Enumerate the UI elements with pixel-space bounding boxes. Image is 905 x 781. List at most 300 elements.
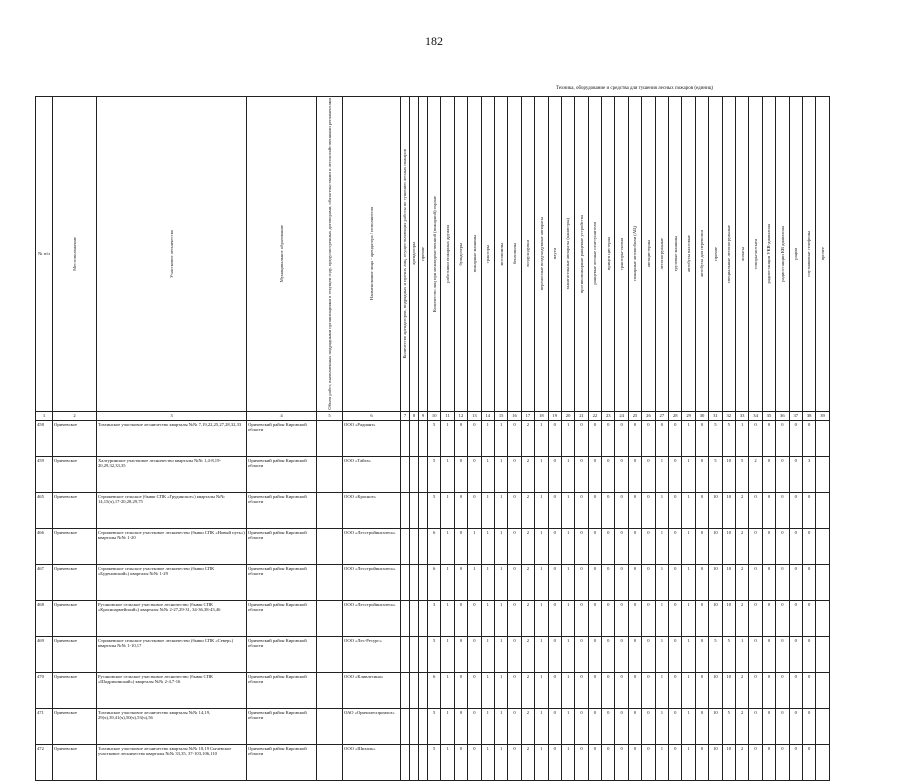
row-value: 0	[588, 636, 601, 672]
row-scope	[317, 528, 343, 564]
header-col-site	[97, 97, 247, 412]
row-value: 0	[575, 492, 588, 528]
row-value: 5	[428, 744, 441, 780]
row-value: 2	[521, 492, 534, 528]
header-col-27	[655, 97, 668, 412]
row-value: 1	[481, 600, 494, 636]
row-value: 1	[682, 744, 695, 780]
row-value: 10	[722, 528, 735, 564]
row-value: 0	[628, 420, 641, 456]
row-locality: Оричевское	[53, 600, 97, 636]
row-value: 10	[722, 672, 735, 708]
row-locality: Оричевское	[53, 456, 97, 492]
row-value: 0	[602, 420, 615, 456]
header-label: лопаты	[739, 246, 745, 261]
row-value: 0	[669, 456, 682, 492]
row-col9	[419, 564, 428, 600]
row-value: 1	[494, 492, 507, 528]
row-empty	[816, 420, 829, 456]
row-value: 0	[602, 564, 615, 600]
row-value: 0	[642, 600, 655, 636]
column-number: 25	[628, 411, 641, 420]
row-value: 1	[561, 564, 574, 600]
column-number: 36	[776, 411, 789, 420]
header-col-14	[481, 97, 494, 412]
row-value: 1	[561, 492, 574, 528]
row-value: 1	[441, 600, 454, 636]
row-municipality: Оричевский район Кировской области	[247, 708, 317, 744]
row-number: 470	[36, 672, 53, 708]
column-number: 12	[454, 411, 467, 420]
row-value: 1	[682, 492, 695, 528]
row-col8	[410, 420, 419, 456]
column-number: 22	[588, 411, 601, 420]
row-value: 0	[762, 672, 775, 708]
row-col8	[410, 672, 419, 708]
header-col-35	[762, 97, 775, 412]
header-label: рации	[793, 247, 799, 260]
row-value: 0	[454, 708, 467, 744]
row-empty	[816, 672, 829, 708]
row-value: 0	[655, 420, 668, 456]
row-value: 1	[535, 528, 548, 564]
column-number: 28	[669, 411, 682, 420]
header-label: работники пожарных дружин	[444, 224, 450, 283]
row-value: 0	[588, 420, 601, 456]
row-value: 0	[762, 420, 775, 456]
row-value: 2	[735, 600, 748, 636]
row-value: 0	[602, 528, 615, 564]
header-col-org	[343, 97, 401, 412]
column-number: 10	[428, 411, 441, 420]
row-value: 0	[669, 636, 682, 672]
header-label: бензопилы	[511, 243, 517, 265]
row-value: 0	[508, 420, 521, 456]
row-value: 0	[615, 420, 628, 456]
row-value: 1	[494, 672, 507, 708]
table-body	[36, 420, 830, 780]
header-col-15	[494, 97, 507, 412]
row-value: 0	[468, 456, 481, 492]
row-value: 3	[802, 456, 815, 492]
row-municipality: Оричевский район Кировской области	[247, 528, 317, 564]
row-value: 0	[468, 636, 481, 672]
row-value: 1	[561, 420, 574, 456]
row-value: 10	[709, 672, 722, 708]
row-value: 0	[468, 744, 481, 780]
row-value: 0	[762, 528, 775, 564]
table-row	[36, 564, 830, 600]
row-col7	[401, 636, 410, 672]
row-value: 0	[588, 456, 601, 492]
row-value: 1	[682, 456, 695, 492]
row-scope	[317, 744, 343, 780]
header-col-8	[410, 97, 419, 412]
row-value: 0	[762, 456, 775, 492]
header-col-17	[521, 97, 534, 412]
row-value: 5	[735, 456, 748, 492]
row-value: 0	[776, 456, 789, 492]
row-value: 1	[468, 564, 481, 600]
header-label: грузовые машины	[672, 236, 678, 272]
row-value: 1	[682, 528, 695, 564]
row-value: 2	[749, 456, 762, 492]
row-value: 1	[494, 456, 507, 492]
header-col-31	[709, 97, 722, 412]
row-value: 1	[441, 636, 454, 672]
row-number: 472	[36, 744, 53, 780]
row-value: 0	[695, 420, 708, 456]
column-number: 34	[749, 411, 762, 420]
row-number: 471	[36, 708, 53, 744]
row-value: 1	[535, 672, 548, 708]
row-value: 0	[749, 708, 762, 744]
row-col8	[410, 744, 419, 780]
row-value: 0	[789, 564, 802, 600]
row-site: Тохтинское участковое лесничество кварталы №№ 14,19, 29(ч),39,41(ч),50(ч),53(ч),56	[97, 708, 247, 744]
row-col9	[419, 600, 428, 636]
row-value: 1	[441, 528, 454, 564]
row-value: 0	[508, 672, 521, 708]
column-number: 26	[642, 411, 655, 420]
row-value: 0	[615, 564, 628, 600]
row-municipality: Оричевский район Кировской области	[247, 744, 317, 780]
row-value: 1	[494, 600, 507, 636]
row-value: 0	[628, 672, 641, 708]
row-value: 1	[535, 456, 548, 492]
header-label: автобусы вахтовые	[685, 235, 691, 273]
row-value: 0	[762, 744, 775, 780]
row-value: 0	[575, 600, 588, 636]
row-value: 0	[749, 420, 762, 456]
row-value: 1	[494, 564, 507, 600]
row-empty	[816, 744, 829, 780]
row-value: 0	[575, 420, 588, 456]
row-value: 0	[642, 744, 655, 780]
row-value: 1	[535, 708, 548, 744]
row-value: 0	[789, 492, 802, 528]
header-col-33	[735, 97, 748, 412]
row-value: 0	[669, 564, 682, 600]
page-number: 182	[425, 34, 443, 48]
row-value: 0	[762, 600, 775, 636]
row-scope	[317, 672, 343, 708]
column-number: 13	[468, 411, 481, 420]
row-value: 2	[521, 744, 534, 780]
row-municipality: Оричевский район Кировской области	[247, 492, 317, 528]
row-value: 10	[722, 456, 735, 492]
row-municipality: Оричевский район Кировской области	[247, 456, 317, 492]
column-number: 5	[317, 411, 343, 420]
header-label: арендаторы	[411, 242, 417, 266]
row-municipality: Оричевский район Кировской области	[247, 600, 317, 636]
row-value: 3	[428, 600, 441, 636]
row-scope	[317, 420, 343, 456]
row-col9	[419, 420, 428, 456]
row-value: 10	[709, 564, 722, 600]
row-value: 0	[669, 600, 682, 636]
row-value: 0	[762, 636, 775, 672]
row-value: 0	[802, 744, 815, 780]
table-row	[36, 672, 830, 708]
row-value: 0	[548, 528, 561, 564]
header-label: автоцистерны	[645, 240, 651, 268]
row-municipality: Оричевский район Кировской области	[247, 636, 317, 672]
row-value: 0	[602, 600, 615, 636]
row-value: 0	[615, 636, 628, 672]
row-value: 0	[642, 492, 655, 528]
row-value: 0	[695, 600, 708, 636]
row-empty	[816, 456, 829, 492]
column-number: 23	[602, 411, 615, 420]
header-label: Муниципальное образование	[278, 225, 284, 283]
row-value: 0	[695, 744, 708, 780]
row-value: 2	[521, 528, 534, 564]
row-locality: Оричевское	[53, 420, 97, 456]
header-label: плуги	[552, 248, 558, 260]
header-col-locality	[53, 97, 97, 412]
header-col-26	[642, 97, 655, 412]
row-value: 0	[749, 564, 762, 600]
row-value: 0	[802, 600, 815, 636]
header-label: спутниковые телефоны	[806, 230, 812, 277]
row-value: 0	[776, 528, 789, 564]
row-value: 0	[588, 672, 601, 708]
row-value: 0	[575, 564, 588, 600]
row-value: 1	[561, 636, 574, 672]
row-value: 0	[789, 744, 802, 780]
row-organization: ООО «Шихаль»	[343, 744, 401, 780]
row-col8	[410, 600, 419, 636]
row-value: 0	[642, 636, 655, 672]
row-value: 0	[762, 708, 775, 744]
row-site: Стрижевское сельское (бывш СПК «Грудинское») кварталы №№ 14,15(ч),17-20,28,29,75	[97, 492, 247, 528]
header-col-30	[695, 97, 708, 412]
column-number: 20	[561, 411, 574, 420]
header-label: пожарные машины	[471, 235, 477, 273]
row-value: 1	[535, 564, 548, 600]
row-col9	[419, 456, 428, 492]
row-value: 1	[735, 636, 748, 672]
row-value: 0	[508, 600, 521, 636]
row-value: 1	[655, 636, 668, 672]
row-site: Тохтинское участковое лесничество кварталы №№ 18,19 Сычевское участковое лесничество кварталы №№ 33,35, 37-103,106,110	[97, 744, 247, 780]
row-number: 469	[36, 636, 53, 672]
row-value: 1	[494, 708, 507, 744]
row-value: 0	[695, 672, 708, 708]
header-col-18	[535, 97, 548, 412]
row-value: 1	[441, 564, 454, 600]
row-value: 5	[722, 420, 735, 456]
header-col-21	[575, 97, 588, 412]
row-value: 0	[602, 636, 615, 672]
row-value: 1	[535, 636, 548, 672]
row-organization: ООО «Кливлесина»	[343, 672, 401, 708]
row-value: 0	[695, 636, 708, 672]
header-col-9	[419, 97, 428, 412]
row-value: 0	[669, 708, 682, 744]
header-label: Количество арендаторов, подрядных и прочих лиц, осуществляющих работы по тушению лесных пожаров	[402, 149, 408, 359]
row-value: 0	[762, 564, 775, 600]
row-value: 1	[535, 492, 548, 528]
row-value: 0	[776, 744, 789, 780]
header-label: прочее	[819, 247, 825, 261]
row-locality: Оричевское	[53, 708, 97, 744]
row-number: 458	[36, 420, 53, 456]
row-value: 0	[468, 600, 481, 636]
header-label: Наименование лица - арендатора / исполнителя	[368, 207, 374, 301]
row-col8	[410, 636, 419, 672]
header-label: прочие	[712, 246, 718, 261]
row-value: 0	[695, 492, 708, 528]
row-value: 2	[735, 708, 748, 744]
row-col8	[410, 492, 419, 528]
row-value: 0	[628, 528, 641, 564]
row-value: 1	[494, 636, 507, 672]
row-value: 0	[602, 492, 615, 528]
row-value: 5	[709, 636, 722, 672]
row-value: 1	[468, 528, 481, 564]
header-label: переносные воздуходувные аппараты	[538, 217, 544, 291]
row-value: 0	[749, 744, 762, 780]
column-number: 15	[494, 411, 507, 420]
row-value: 0	[776, 672, 789, 708]
row-value: 2	[735, 672, 748, 708]
row-value: 1	[441, 672, 454, 708]
row-value: 0	[642, 456, 655, 492]
row-col7	[401, 744, 410, 780]
row-value: 0	[628, 564, 641, 600]
column-number: 7	[401, 411, 410, 420]
row-value: 2	[735, 564, 748, 600]
row-empty	[816, 600, 829, 636]
column-number: 35	[762, 411, 775, 420]
row-value: 0	[575, 744, 588, 780]
row-locality: Оричевское	[53, 564, 97, 600]
row-site: Тохтинское участковое лесничество кварталы №№ 7,19,22,25,27,28,32,33	[97, 420, 247, 456]
header-label: топоры-мотыги	[752, 238, 758, 270]
row-value: 10	[709, 492, 722, 528]
row-col8	[410, 708, 419, 744]
row-col7	[401, 528, 410, 564]
header-col-39	[816, 97, 829, 412]
row-col9	[419, 528, 428, 564]
row-col7	[401, 564, 410, 600]
column-number-row	[36, 411, 830, 420]
row-organization: ООО «Радиант»	[343, 420, 401, 456]
column-number: 37	[789, 411, 802, 420]
row-municipality: Оричевский район Кировской области	[247, 564, 317, 600]
row-value: 2	[521, 564, 534, 600]
row-value: 6	[428, 672, 441, 708]
column-number: 29	[682, 411, 695, 420]
row-value: 1	[655, 600, 668, 636]
row-value: 0	[548, 492, 561, 528]
row-value: 0	[776, 708, 789, 744]
row-value: 0	[588, 600, 601, 636]
row-value: 1	[481, 492, 494, 528]
row-empty	[816, 708, 829, 744]
firefighting-resources-table	[35, 96, 830, 781]
row-value: 1	[441, 492, 454, 528]
row-locality: Оричевское	[53, 528, 97, 564]
row-value: 0	[454, 492, 467, 528]
row-value: 10	[709, 744, 722, 780]
row-value: 0	[588, 492, 601, 528]
row-value: 0	[548, 600, 561, 636]
row-site: Стрижевское сельское участковое лесничество (бывш СПК «Новый путь») кварталы №№ 1-20	[97, 528, 247, 564]
header-label: ранцевые лесные огнетушители	[592, 222, 598, 286]
row-value: 0	[669, 528, 682, 564]
header-col-11	[441, 97, 454, 412]
row-value: 5	[709, 420, 722, 456]
table-row	[36, 600, 830, 636]
row-organization: ОАО «Оричилеспромхоз»	[343, 708, 401, 744]
header-col-municipality	[247, 97, 317, 412]
header-col-scope	[317, 97, 343, 412]
row-col8	[410, 564, 419, 600]
row-value: 0	[548, 636, 561, 672]
column-number: 31	[709, 411, 722, 420]
table-row	[36, 744, 830, 780]
row-value: 1	[561, 744, 574, 780]
header-label: лесопатрульные	[659, 238, 665, 270]
row-value: 0	[548, 708, 561, 744]
row-value: 0	[789, 420, 802, 456]
row-value: 0	[615, 528, 628, 564]
row-value: 2	[735, 492, 748, 528]
row-value: 0	[749, 600, 762, 636]
row-value: 0	[468, 708, 481, 744]
row-value: 1	[481, 744, 494, 780]
row-value: 1	[655, 456, 668, 492]
row-value: 1	[535, 600, 548, 636]
row-value: 1	[481, 528, 494, 564]
row-col7	[401, 672, 410, 708]
row-value: 0	[548, 420, 561, 456]
row-value: 0	[749, 528, 762, 564]
row-value: 1	[481, 564, 494, 600]
row-number: 459	[36, 456, 53, 492]
row-value: 0	[508, 636, 521, 672]
row-value: 5	[428, 492, 441, 528]
row-value: 5	[428, 456, 441, 492]
row-value: 10	[709, 600, 722, 636]
row-value: 0	[802, 636, 815, 672]
row-value: 0	[802, 420, 815, 456]
row-value: 0	[468, 492, 481, 528]
column-number: 8	[410, 411, 419, 420]
row-value: 0	[602, 456, 615, 492]
row-value: 0	[642, 672, 655, 708]
row-value: 0	[802, 492, 815, 528]
row-value: 0	[695, 564, 708, 600]
row-col9	[419, 708, 428, 744]
row-value: 10	[722, 600, 735, 636]
row-col7	[401, 708, 410, 744]
row-value: 0	[802, 564, 815, 600]
row-value: 0	[802, 528, 815, 564]
row-site: Русановское сельское участковое лесничество (бывш СПК «Красноармейский») кварталы №№ 2-27,29-31, 34-36,38-43,46	[97, 600, 247, 636]
row-value: 2	[521, 636, 534, 672]
column-number: 32	[722, 411, 735, 420]
header-label: радиостанции УКВ-диапазона	[766, 224, 772, 284]
row-value: 0	[776, 564, 789, 600]
row-value: 0	[669, 672, 682, 708]
row-scope	[317, 636, 343, 672]
row-value: 1	[561, 600, 574, 636]
table-row	[36, 492, 830, 528]
